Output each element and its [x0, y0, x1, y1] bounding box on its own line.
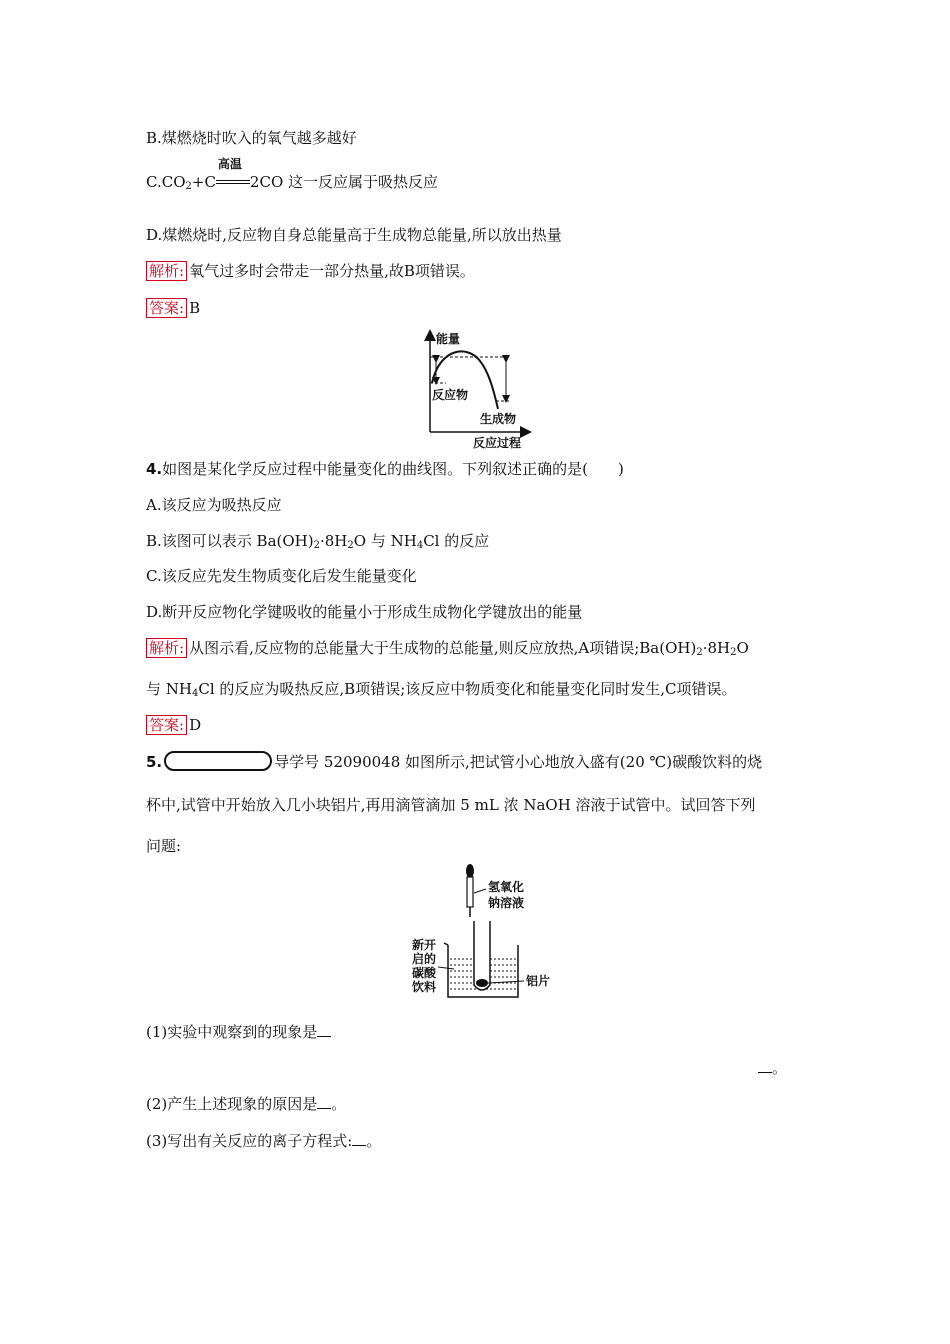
- y-axis-label: 能量: [436, 332, 461, 346]
- dropper-bulb: [466, 864, 474, 878]
- answer-blank[interactable]: [352, 1133, 366, 1146]
- reactant-label: 反应物: [432, 388, 469, 402]
- q3-analysis: 解析: 氧气过多时会带走一部分热量,故B项错误。: [146, 261, 475, 281]
- q4-option-b: B.该图可以表示 $Ba(OH)_2\cdot 8H_2O$ 与 $NH_4Cl$ 的反应: [146, 532, 490, 551]
- drink-label: 新开: [412, 938, 437, 952]
- q4-analysis-line2: 与 $NH_4Cl$ 的反应为吸热反应,B项错误;该反应中物质变化和能量变化同时发生,C项错误。: [146, 680, 737, 699]
- q5-sub3: (3)写出有关反应的离子方程式: 。: [146, 1132, 382, 1150]
- q5-sub2: (2)产生上述现象的原因是 。: [146, 1095, 347, 1113]
- answer-blank[interactable]: [317, 1024, 331, 1037]
- q3-option-d: D.煤燃烧时,反应物自身总能量高于生成物总能量,所以放出热量: [146, 226, 562, 244]
- analysis-tag: 解析:: [146, 638, 187, 658]
- x-axis-label: 反应过程: [473, 436, 522, 450]
- q5-stem-line2: 杯中,试管中开始放入几小块铝片,再用滴管滴加 5 mL 浓 NaOH 溶液于试管中。试回答下列: [146, 796, 756, 814]
- q4-answer: 答案: D: [146, 715, 201, 735]
- reaction-condition: 高温: [216, 172, 250, 192]
- q4-option-a: A.该反应为吸热反应: [146, 496, 282, 514]
- q5-sub1-end: 。: [758, 1058, 787, 1078]
- q5-stem-line3: 问题:: [146, 837, 182, 855]
- answer-tag: 答案:: [146, 298, 187, 318]
- svg-text:钠溶液: 钠溶液: [488, 896, 525, 910]
- product-label: 生成物: [480, 412, 517, 426]
- q5-stem-line1: 5. 导学号 52090048 如图所示,把试管小心地放入盛有(20 ℃)碳酸饮料的烧: [146, 753, 763, 771]
- q4-stem: 4.如图是某化学反应过程中能量变化的曲线图。下列叙述正确的是( ): [146, 460, 624, 478]
- aluminum-pieces: [476, 979, 488, 987]
- energy-diagram: [418, 327, 558, 452]
- q4-analysis-line1: 解析: 从图示看,反应物的总能量大于生成物的总能量,则反应放热,A项错误$;Ba(OH)_2\cdot 8H_2O$: [146, 638, 749, 658]
- question-number: 4.: [146, 460, 163, 478]
- answer-blank[interactable]: [758, 1060, 772, 1073]
- experiment-apparatus: [410, 863, 560, 1003]
- svg-text:启的: 启的: [412, 952, 437, 966]
- tag-pill-icon: [164, 751, 272, 771]
- q3-option-c: $C.CO_2+C$ 高温 2CO 这一反应属于吸热反应: [146, 157, 439, 192]
- analysis-tag: 解析:: [146, 261, 187, 281]
- answer-blank[interactable]: [317, 1096, 331, 1109]
- aluminum-label: 铝片: [526, 974, 551, 988]
- q3-option-b: B.煤燃烧时吹入的氧气越多越好: [146, 129, 357, 147]
- svg-text:碳酸: 碳酸: [412, 966, 437, 980]
- question-number: 5.: [146, 753, 163, 771]
- q4-option-d: D.断开反应物化学键吸收的能量小于形成生成物化学键放出的能量: [146, 603, 583, 621]
- q5-sub1: (1)实验中观察到的现象是: [146, 1022, 331, 1042]
- q4-option-c: C.该反应先发生物质变化后发生能量变化: [146, 567, 417, 585]
- answer-tag: 答案:: [146, 715, 187, 735]
- svg-text:饮料: 饮料: [412, 980, 437, 994]
- naoh-label: 氢氧化: [488, 880, 525, 894]
- q3-answer: 答案: B: [146, 298, 200, 318]
